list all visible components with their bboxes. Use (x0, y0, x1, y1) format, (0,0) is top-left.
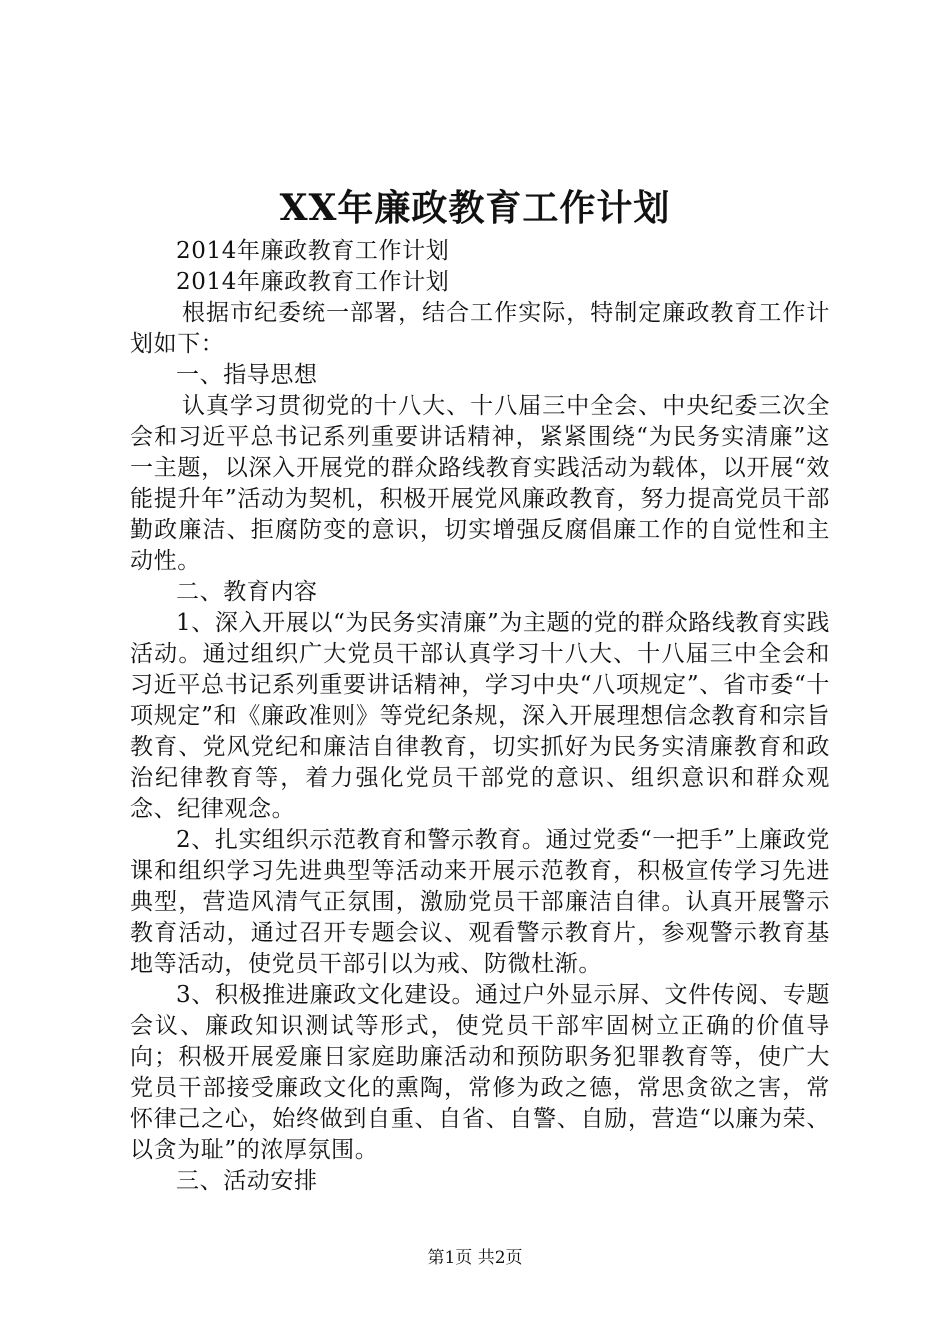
content-item-3: 3、积极推进廉政文化建设。通过户外显示屏、文件传阅、专题会议、廉政知识测试等形式，使党员干部牢固树立正确的价值导向；积极开展爱廉日家庭助廉活动和预防职务犯罪教育等，使广大党员干部接受廉政文化的熏陶，常修为政之德，常思贪欲之害，常怀律己之心，始终做到自重、自省、自警、自励，营造“以廉为荣、以贪为耻”的浓厚氛围。 (130, 982, 830, 1163)
document-title: XX年廉政教育工作计划 (279, 187, 671, 229)
section-heading-activity-plan: 三、活动安排 (176, 1168, 318, 1194)
guiding-ideology-paragraph: 认真学习贯彻党的十八大、十八届三中全会、中央纪委三次全会和习近平总书记系列重要讲话精神，紧紧围绕“为民务实清廉”这一主题，以深入开展党的群众路线教育实践活动为载体，以开展“效能提升年”活动为契机，积极开展党风廉政教育，努力提高党员干部勤政廉洁、拒腐防变的意识，切实增强反腐倡廉工作的自觉性和主动性。 (130, 393, 830, 574)
document-body (130, 236, 830, 1197)
section-heading-guiding-ideology: 一、指导思想 (176, 362, 318, 388)
intro-paragraph: 根据市纪委统一部署，结合工作实际，特制定廉政教育工作计划如下： (130, 300, 830, 357)
content-item-1: 1、深入开展以“为民务实清廉”为主题的党的群众路线教育实践活动。通过组织广大党员干部认真学习十八大、十八届三中全会和习近平总书记系列重要讲话精神，学习中央“八项规定”、省市委“十项规定”和《廉政准则》等党纪条规，深入开展理想信念教育和宗旨教育、党风党纪和廉洁自律教育，切实抓好为民务实清廉教育和政治纪律教育等，着力强化党员干部党的意识、组织意识和群众观念、纪律观念。 (130, 610, 830, 822)
page-footer: 第1页 共2页 (427, 1248, 523, 1268)
section-heading-education-content: 二、教育内容 (176, 579, 318, 605)
content-item-2: 2、扎实组织示范教育和警示教育。通过党委“一把手”上廉政党课和组织学习先进典型等活动来开展示范教育，积极宣传学习先进典型，营造风清气正氛围，激励党员干部廉洁自律。认真开展警示教育活动，通过召开专题会议、观看警示教育片，参观警示教育基地等活动，使党员干部引以为戒、防微杜渐。 (130, 827, 830, 977)
subtitle-line: 2014年廉政教育工作计划 (176, 238, 450, 264)
subtitle-line: 2014年廉政教育工作计划 (176, 269, 450, 295)
